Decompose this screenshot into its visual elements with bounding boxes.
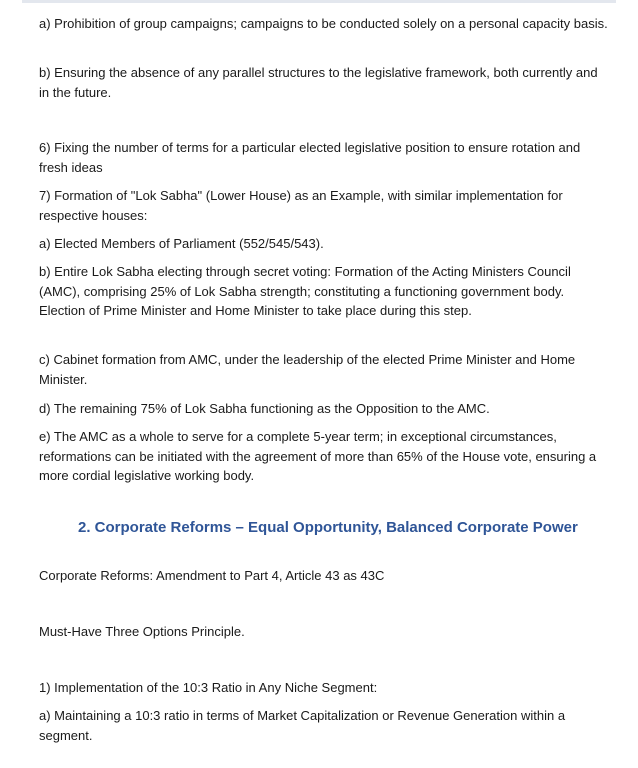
paragraph-term-limits: 6) Fixing the number of terms for a particular elected legislative position to ensure rotation and fresh ideas	[39, 140, 581, 175]
paragraph-ratio-maintenance: a) Maintaining a 10:3 ratio in terms of Market Capitalization or Revenue Generation within a segment.	[39, 708, 566, 743]
paragraph-lok-sabha-formation: 7) Formation of "Lok Sabha" (Lower House) as an Example, with similar implementation for respective houses:	[39, 188, 563, 223]
paragraph-elected-members: a) Elected Members of Parliament (552/545/543).	[39, 236, 324, 251]
paragraph-ratio-implementation: 1) Implementation of the 10:3 Ratio in Any Niche Segment:	[39, 680, 378, 695]
paragraph-three-options: Must-Have Three Options Principle.	[39, 624, 245, 639]
page-top-border	[22, 0, 616, 3]
section-heading-corporate-reforms: 2. Corporate Reforms – Equal Opportunity, Balanced Corporate Power	[78, 519, 578, 536]
paragraph-group-campaigns: a) Prohibition of group campaigns; campaigns to be conducted solely on a personal capacity basis.	[39, 16, 608, 31]
paragraph-amc-formation: b) Entire Lok Sabha electing through secret voting: Formation of the Acting Ministers Council (AMC), comprising 25% of Lok Sabha strength; constituting a functioning government body. Election of Prime Minister and Home Minister to take place during this step.	[39, 264, 571, 319]
paragraph-amendment: Corporate Reforms: Amendment to Part 4, Article 43 as 43C	[39, 568, 385, 583]
paragraph-parallel-structures: b) Ensuring the absence of any parallel structures to the legislative framework, both currently and in the future.	[39, 65, 598, 100]
paragraph-opposition: d) The remaining 75% of Lok Sabha functioning as the Opposition to the AMC.	[39, 401, 490, 416]
paragraph-cabinet-formation: c) Cabinet formation from AMC, under the leadership of the elected Prime Minister and Home Minister.	[39, 352, 576, 387]
paragraph-amc-term: e) The AMC as a whole to serve for a complete 5-year term; in exceptional circumstances, reformations can be initiated with the agreement of more than 65% of the House vote, ensuring a more cordial legislative working body.	[39, 429, 597, 484]
